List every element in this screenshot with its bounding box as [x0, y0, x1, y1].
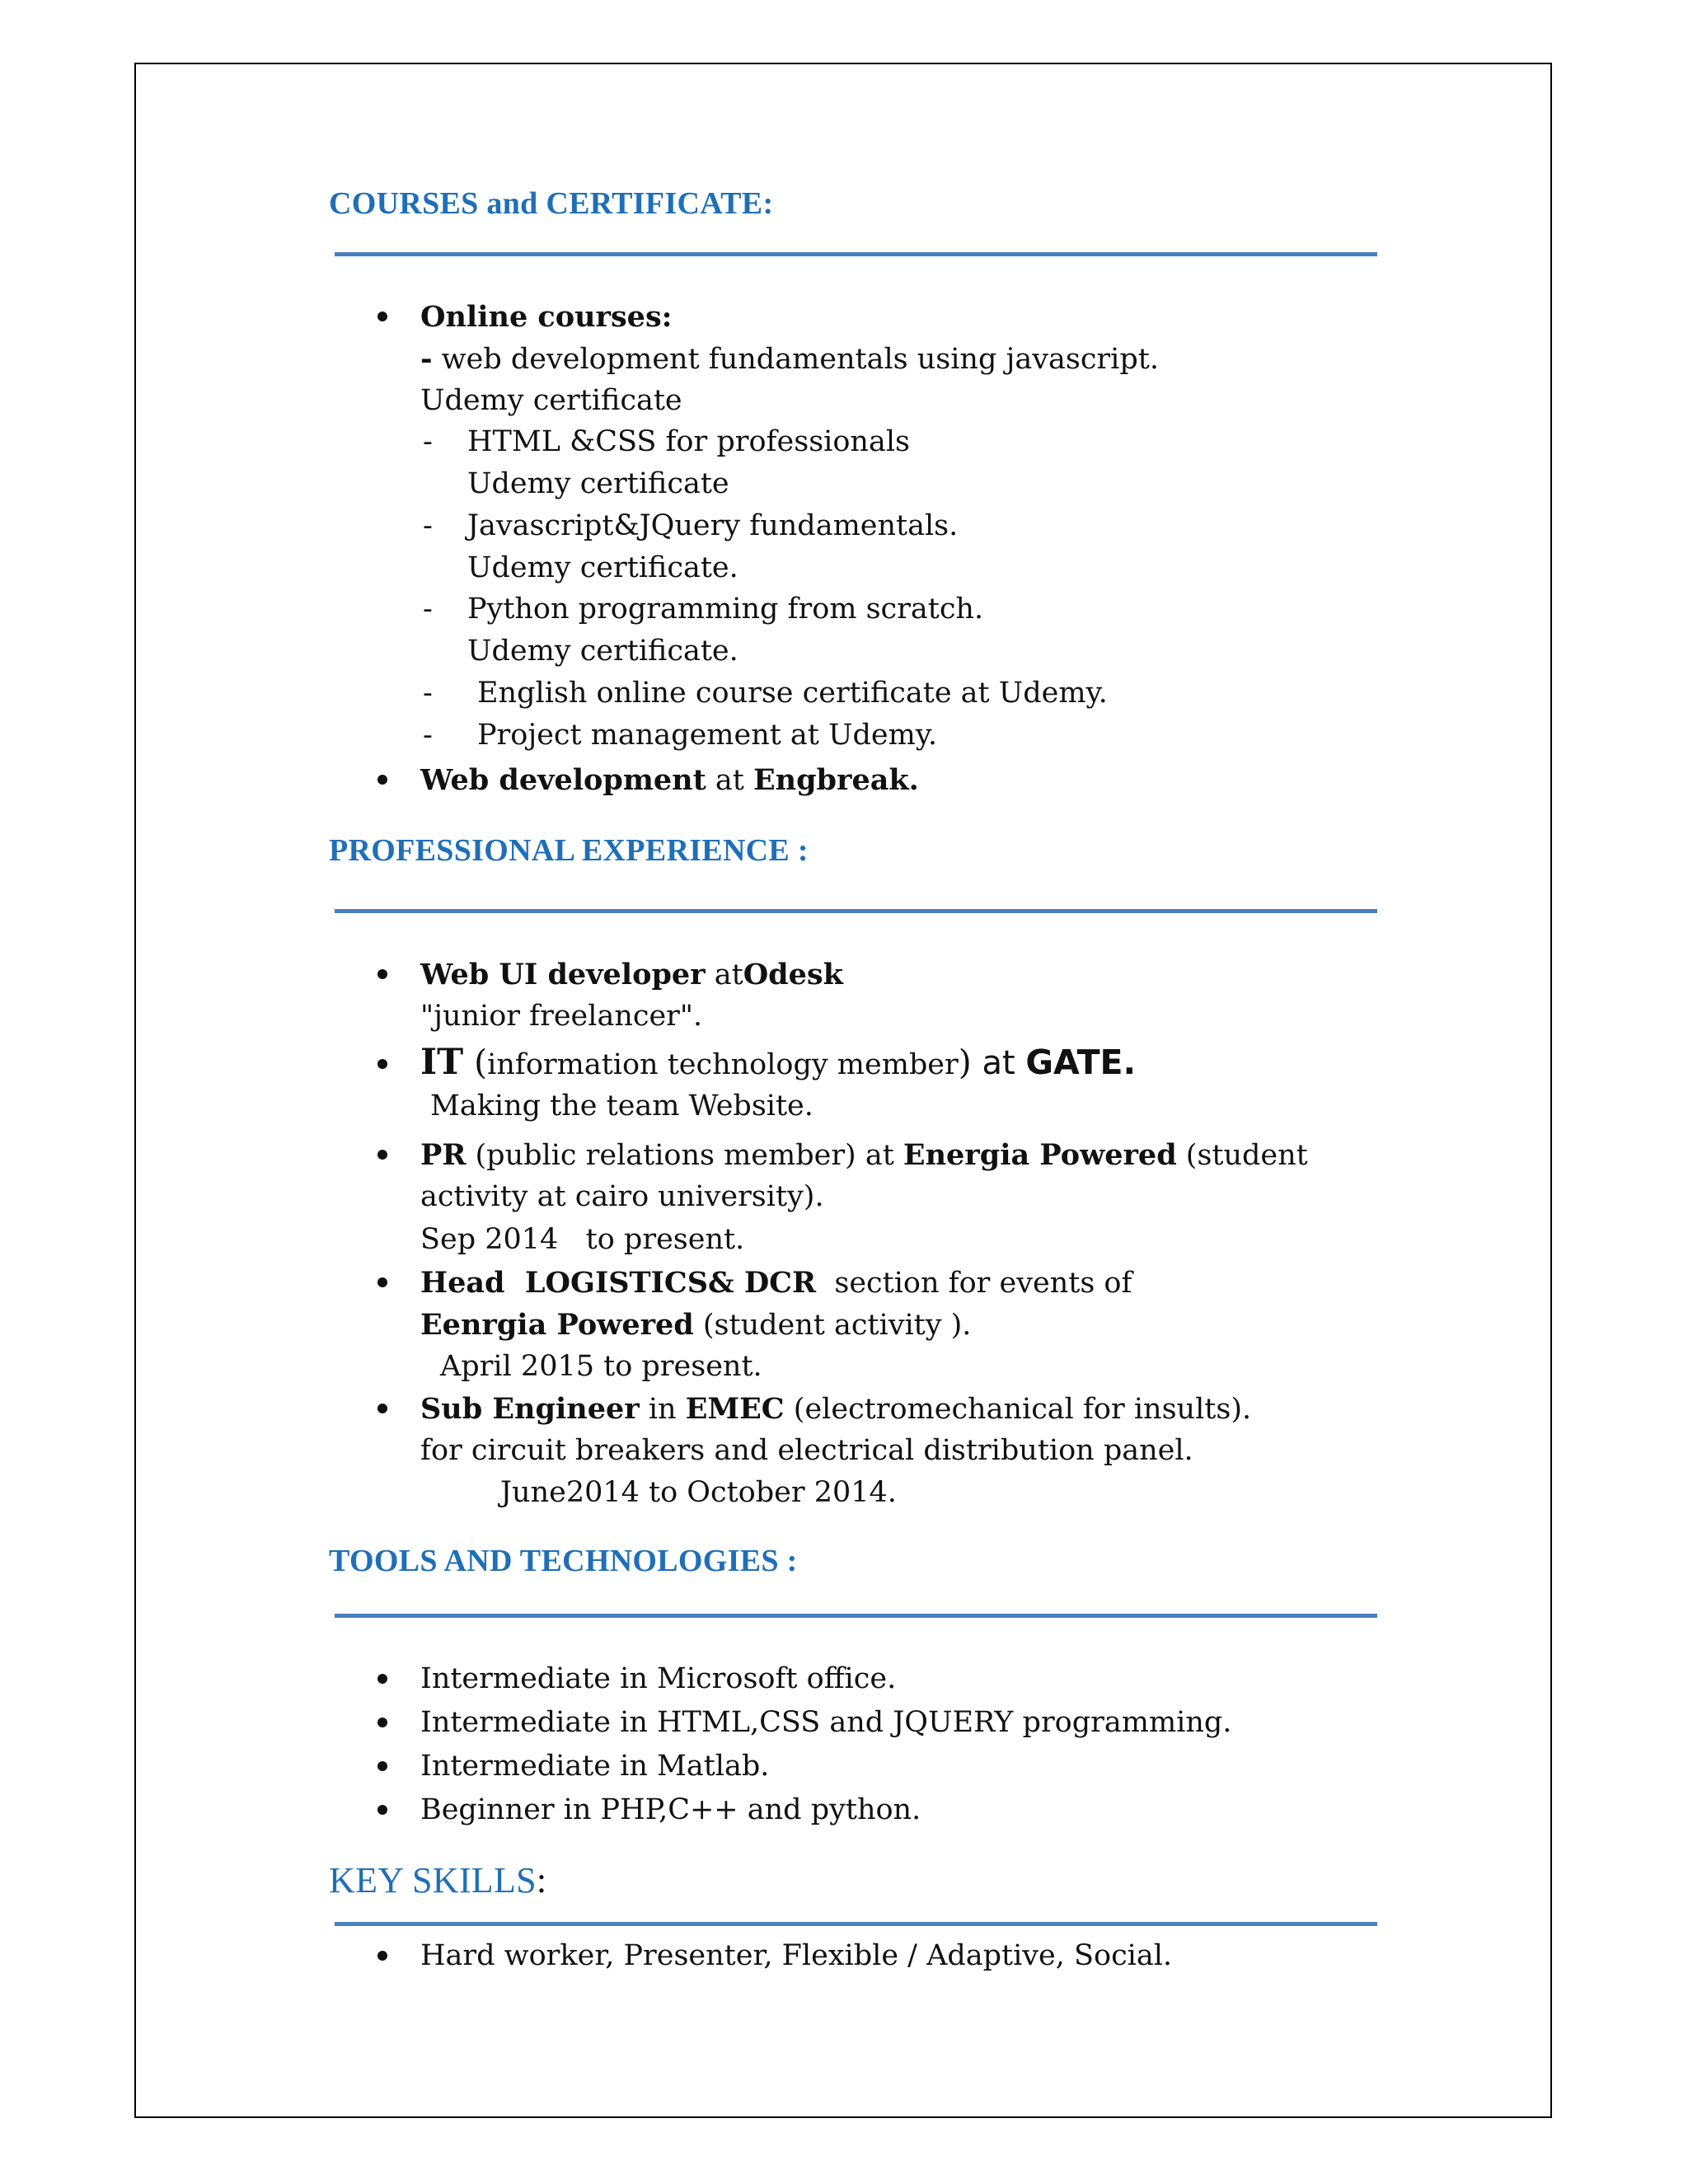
experience-role: Web UI developer: [420, 958, 706, 991]
experience-item: [420, 1042, 1137, 1083]
bullet-icon: [377, 1059, 387, 1069]
course-title: web development fundamentals using javascript.: [432, 343, 1159, 376]
skills-heading-text: KEY SKILLS: [329, 1860, 537, 1900]
skills-divider: [335, 1922, 1377, 1926]
experience-tail: (electromechanical for insults).: [784, 1393, 1252, 1426]
experience-role: IT: [420, 1042, 464, 1083]
dash-marker: -: [423, 677, 433, 710]
tools-divider: [335, 1614, 1377, 1618]
skills-heading: [329, 1859, 546, 1901]
webdev-item: [420, 763, 919, 797]
experience-date: June2014 to October 2014.: [500, 1476, 897, 1509]
online-courses-label: Online courses:: [420, 300, 673, 334]
skill-item: Hard worker, Presenter, Flexible / Adaptive, Social.: [420, 1939, 1173, 1972]
experience-note: Making the team Website.: [430, 1090, 814, 1122]
experience-role: Sub Engineer: [420, 1392, 640, 1426]
course-certificate: Udemy certificate: [420, 384, 682, 417]
experience-org: Odesk: [743, 958, 843, 991]
courses-heading: COURSES and CERTIFICATE:: [329, 186, 774, 221]
experience-item: [420, 960, 843, 990]
experience-role: PR: [420, 1138, 467, 1172]
experience-note: "junior freelancer".: [420, 1000, 703, 1033]
dash-marker: -: [423, 593, 433, 626]
paren-open: (: [463, 1043, 488, 1082]
experience-at: at: [705, 958, 743, 991]
experience-tail: (student: [1176, 1139, 1308, 1172]
experience-item: [420, 1268, 1132, 1298]
experience-line2: for circuit breakers and electrical distribution panel.: [420, 1434, 1193, 1467]
experience-item: [420, 1394, 1251, 1424]
experience-line2: [420, 1310, 971, 1340]
experience-heading: PROFESSIONAL EXPERIENCE :: [329, 833, 809, 868]
course-title: English online course certificate at Udemy.: [477, 677, 1108, 710]
paren-close: ): [958, 1043, 972, 1082]
experience-desc: information technology member: [487, 1048, 959, 1081]
bullet-icon: [377, 1718, 387, 1727]
bullet-icon: [377, 1674, 387, 1684]
experience-tail: (student activity ).: [693, 1309, 972, 1342]
dash-marker: -: [423, 719, 433, 752]
bullet-icon: [377, 969, 387, 979]
bullet-icon: [377, 1761, 387, 1771]
course-certificate: Udemy certificate.: [467, 635, 738, 668]
tools-heading: TOOLS AND TECHNOLOGIES :: [329, 1544, 798, 1578]
dash-marker: -: [423, 425, 433, 458]
experience-desc: (public relations member) at: [466, 1139, 903, 1172]
experience-at: at: [971, 1044, 1026, 1082]
course-title: HTML &CSS for professionals: [467, 425, 910, 458]
tool-item: Intermediate in Microsoft office.: [420, 1662, 897, 1695]
webdev-at: at: [706, 764, 753, 797]
experience-divider: [335, 909, 1377, 913]
tool-item: Intermediate in HTML,CSS and JQUERY programming.: [420, 1706, 1232, 1739]
course-certificate: Udemy certificate.: [467, 551, 738, 584]
bullet-icon: [377, 1150, 387, 1160]
tool-item: Intermediate in Matlab.: [420, 1750, 770, 1783]
tool-item: Beginner in PHP,C++ and python.: [420, 1793, 921, 1826]
webdev-org: Engbreak.: [753, 763, 919, 797]
experience-item: [420, 1138, 1308, 1172]
dash-marker: -: [420, 342, 433, 376]
experience-org: EMEC: [685, 1392, 785, 1426]
course-title: Project management at Udemy.: [477, 719, 938, 752]
experience-date: Sep 2014 to present.: [420, 1223, 745, 1256]
experience-role: Head LOGISTICS& DCR: [420, 1266, 817, 1300]
course-item: [420, 344, 1159, 374]
webdev-title: Web development: [420, 763, 706, 797]
experience-desc: in: [639, 1393, 686, 1426]
experience-date: April 2015 to present.: [440, 1350, 762, 1383]
course-certificate: Udemy certificate: [467, 467, 729, 500]
bullet-icon: [377, 1404, 387, 1413]
bullet-icon: [377, 1277, 387, 1287]
experience-line2: activity at cairo university).: [420, 1180, 824, 1213]
dash-marker: -: [423, 509, 433, 542]
experience-org: Eenrgia Powered: [420, 1308, 694, 1342]
experience-org: GATE.: [1025, 1043, 1137, 1082]
experience-org: Energia Powered: [903, 1138, 1177, 1172]
experience-desc: section for events of: [816, 1267, 1132, 1300]
bullet-icon: [377, 1951, 387, 1961]
courses-divider: [335, 252, 1377, 256]
course-title: Javascript&JQuery fundamentals.: [467, 509, 959, 542]
bullet-icon: [377, 312, 387, 321]
course-title: Python programming from scratch.: [467, 593, 984, 626]
bullet-icon: [377, 1805, 387, 1815]
bullet-icon: [377, 775, 387, 785]
skills-heading-colon: :: [536, 1860, 547, 1900]
